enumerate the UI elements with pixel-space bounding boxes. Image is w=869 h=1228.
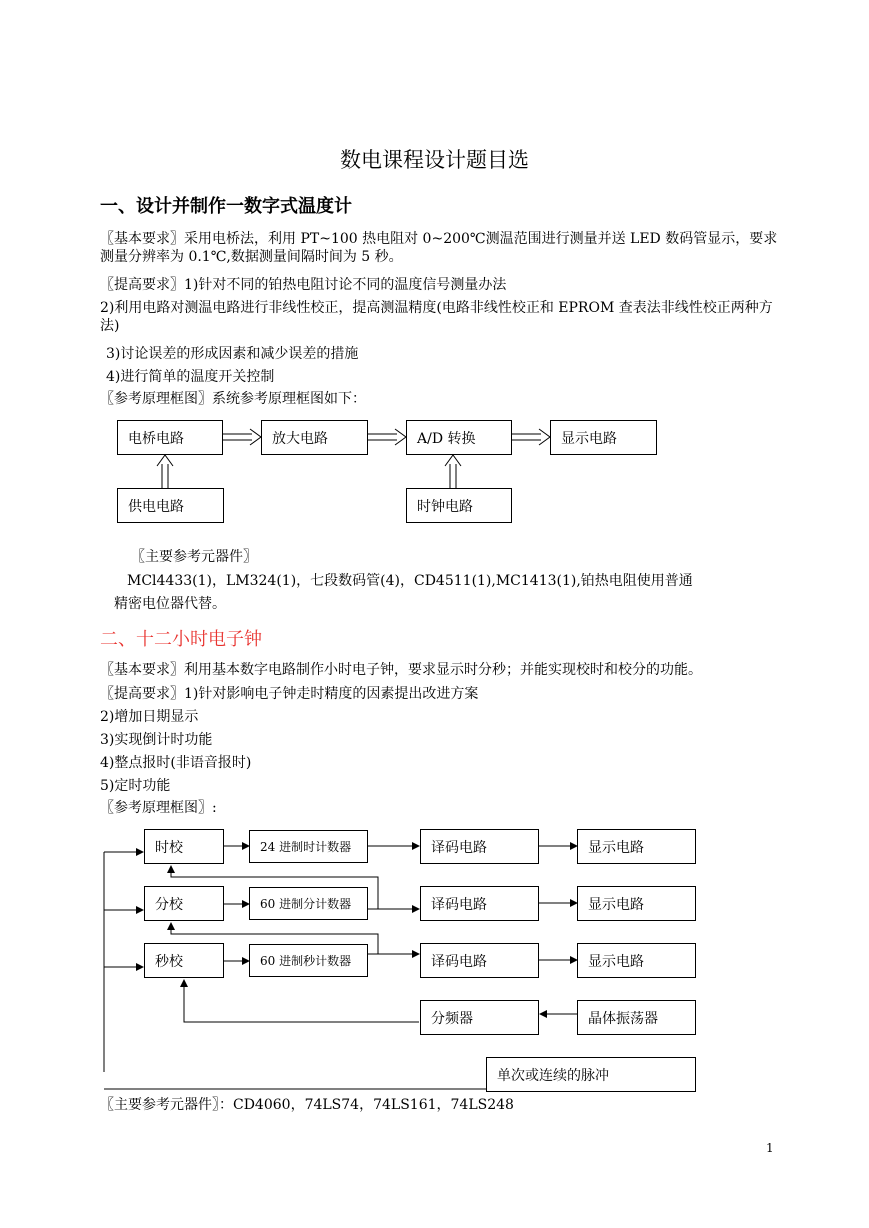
clock-circuit-box: 时钟电路: [406, 488, 512, 523]
section1-heading: 一、设计并制作一数字式温度计: [100, 196, 352, 217]
minute-adjust-box: 分校: [144, 886, 224, 921]
second-decoder-box: 译码电路: [420, 943, 539, 978]
section2-basic-requirement: 〖基本要求〗利用基本数字电路制作小时电子钟，要求显示时分秒；并能实现校时和校分的功能。: [100, 662, 702, 678]
display-circuit-box: 显示电路: [550, 420, 657, 455]
frequency-divider-box: 分频器: [420, 1000, 539, 1035]
second-display-box: 显示电路: [577, 943, 696, 978]
crystal-oscillator-box: 晶体振荡器: [577, 1000, 696, 1035]
section2-adv-req-4: 4)整点报时(非语音报时): [100, 755, 252, 771]
minute-counter-box: 60 进制分计数器: [249, 887, 368, 920]
section1-parts-line2: 精密电位器代替。: [114, 596, 226, 612]
section1-adv-req-4: 4)进行简单的温度开关控制: [106, 369, 275, 385]
section1-ref-diagram-label: 〖参考原理框图〗系统参考原理框图如下：: [100, 391, 366, 407]
section1-parts-title: 〖主要参考元器件〗: [131, 549, 257, 565]
section1-adv-req-3: 3)讨论误差的形成因素和减少误差的措施: [106, 346, 359, 362]
pulse-source-box: 单次或连续的脉冲: [486, 1057, 696, 1092]
section1-adv-req-2: 2)利用电路对测温电路进行非线性校正，提高测温精度(电路非线性校正和 EPROM 查表法非线性校正两种方法): [100, 300, 773, 334]
hour-adjust-box: 时校: [144, 829, 224, 864]
document-title: 数电课程设计题目选: [340, 148, 529, 172]
hour-counter-box: 24 进制时计数器: [249, 830, 368, 863]
bridge-circuit-box: 电桥电路: [117, 420, 223, 455]
adc-box: A/D 转换: [406, 420, 512, 455]
amplifier-circuit-box: 放大电路: [261, 420, 368, 455]
section1-basic-req-text: 〖基本要求〗采用电桥法，利用 PT~100 热电阻对 0~200℃测温范围进行测量并送 LED 数码管显示，要求测量分辨率为 0.1℃,数据测量间隔时间为 5 秒。: [100, 231, 778, 265]
section2-adv-req-5: 5)定时功能: [100, 778, 171, 794]
second-counter-box: 60 进制秒计数器: [249, 944, 368, 977]
power-circuit-box: 供电电路: [117, 488, 224, 523]
section1-adv-req-1: 〖提高要求〗1)针对不同的铂热电阻讨论不同的温度信号测量办法: [100, 277, 507, 293]
section2-adv-req-2: 2)增加日期显示: [100, 709, 199, 725]
section2-adv-req-1: 〖提高要求〗1)针对影响电子钟走时精度的因素提出改进方案: [100, 686, 479, 702]
page-number: 1: [766, 1141, 774, 1155]
hour-decoder-box: 译码电路: [420, 829, 539, 864]
hour-display-box: 显示电路: [577, 829, 696, 864]
section2-heading: 二、十二小时电子钟: [100, 629, 262, 650]
minute-decoder-box: 译码电路: [420, 886, 539, 921]
section1-parts-line1: MCl4433(1)，LM324(1)，七段数码管(4)，CD4511(1),MC1413(1),铂热电阻使用普通: [127, 573, 693, 589]
section2-adv-req-3: 3)实现倒计时功能: [100, 732, 213, 748]
section2-ref-diagram-label: 〖参考原理框图〗:: [100, 800, 217, 816]
minute-display-box: 显示电路: [577, 886, 696, 921]
section2-parts: 〖主要参考元器件〗：CD4060，74LS74，74LS161，74LS248: [100, 1097, 514, 1113]
second-adjust-box: 秒校: [144, 943, 224, 978]
